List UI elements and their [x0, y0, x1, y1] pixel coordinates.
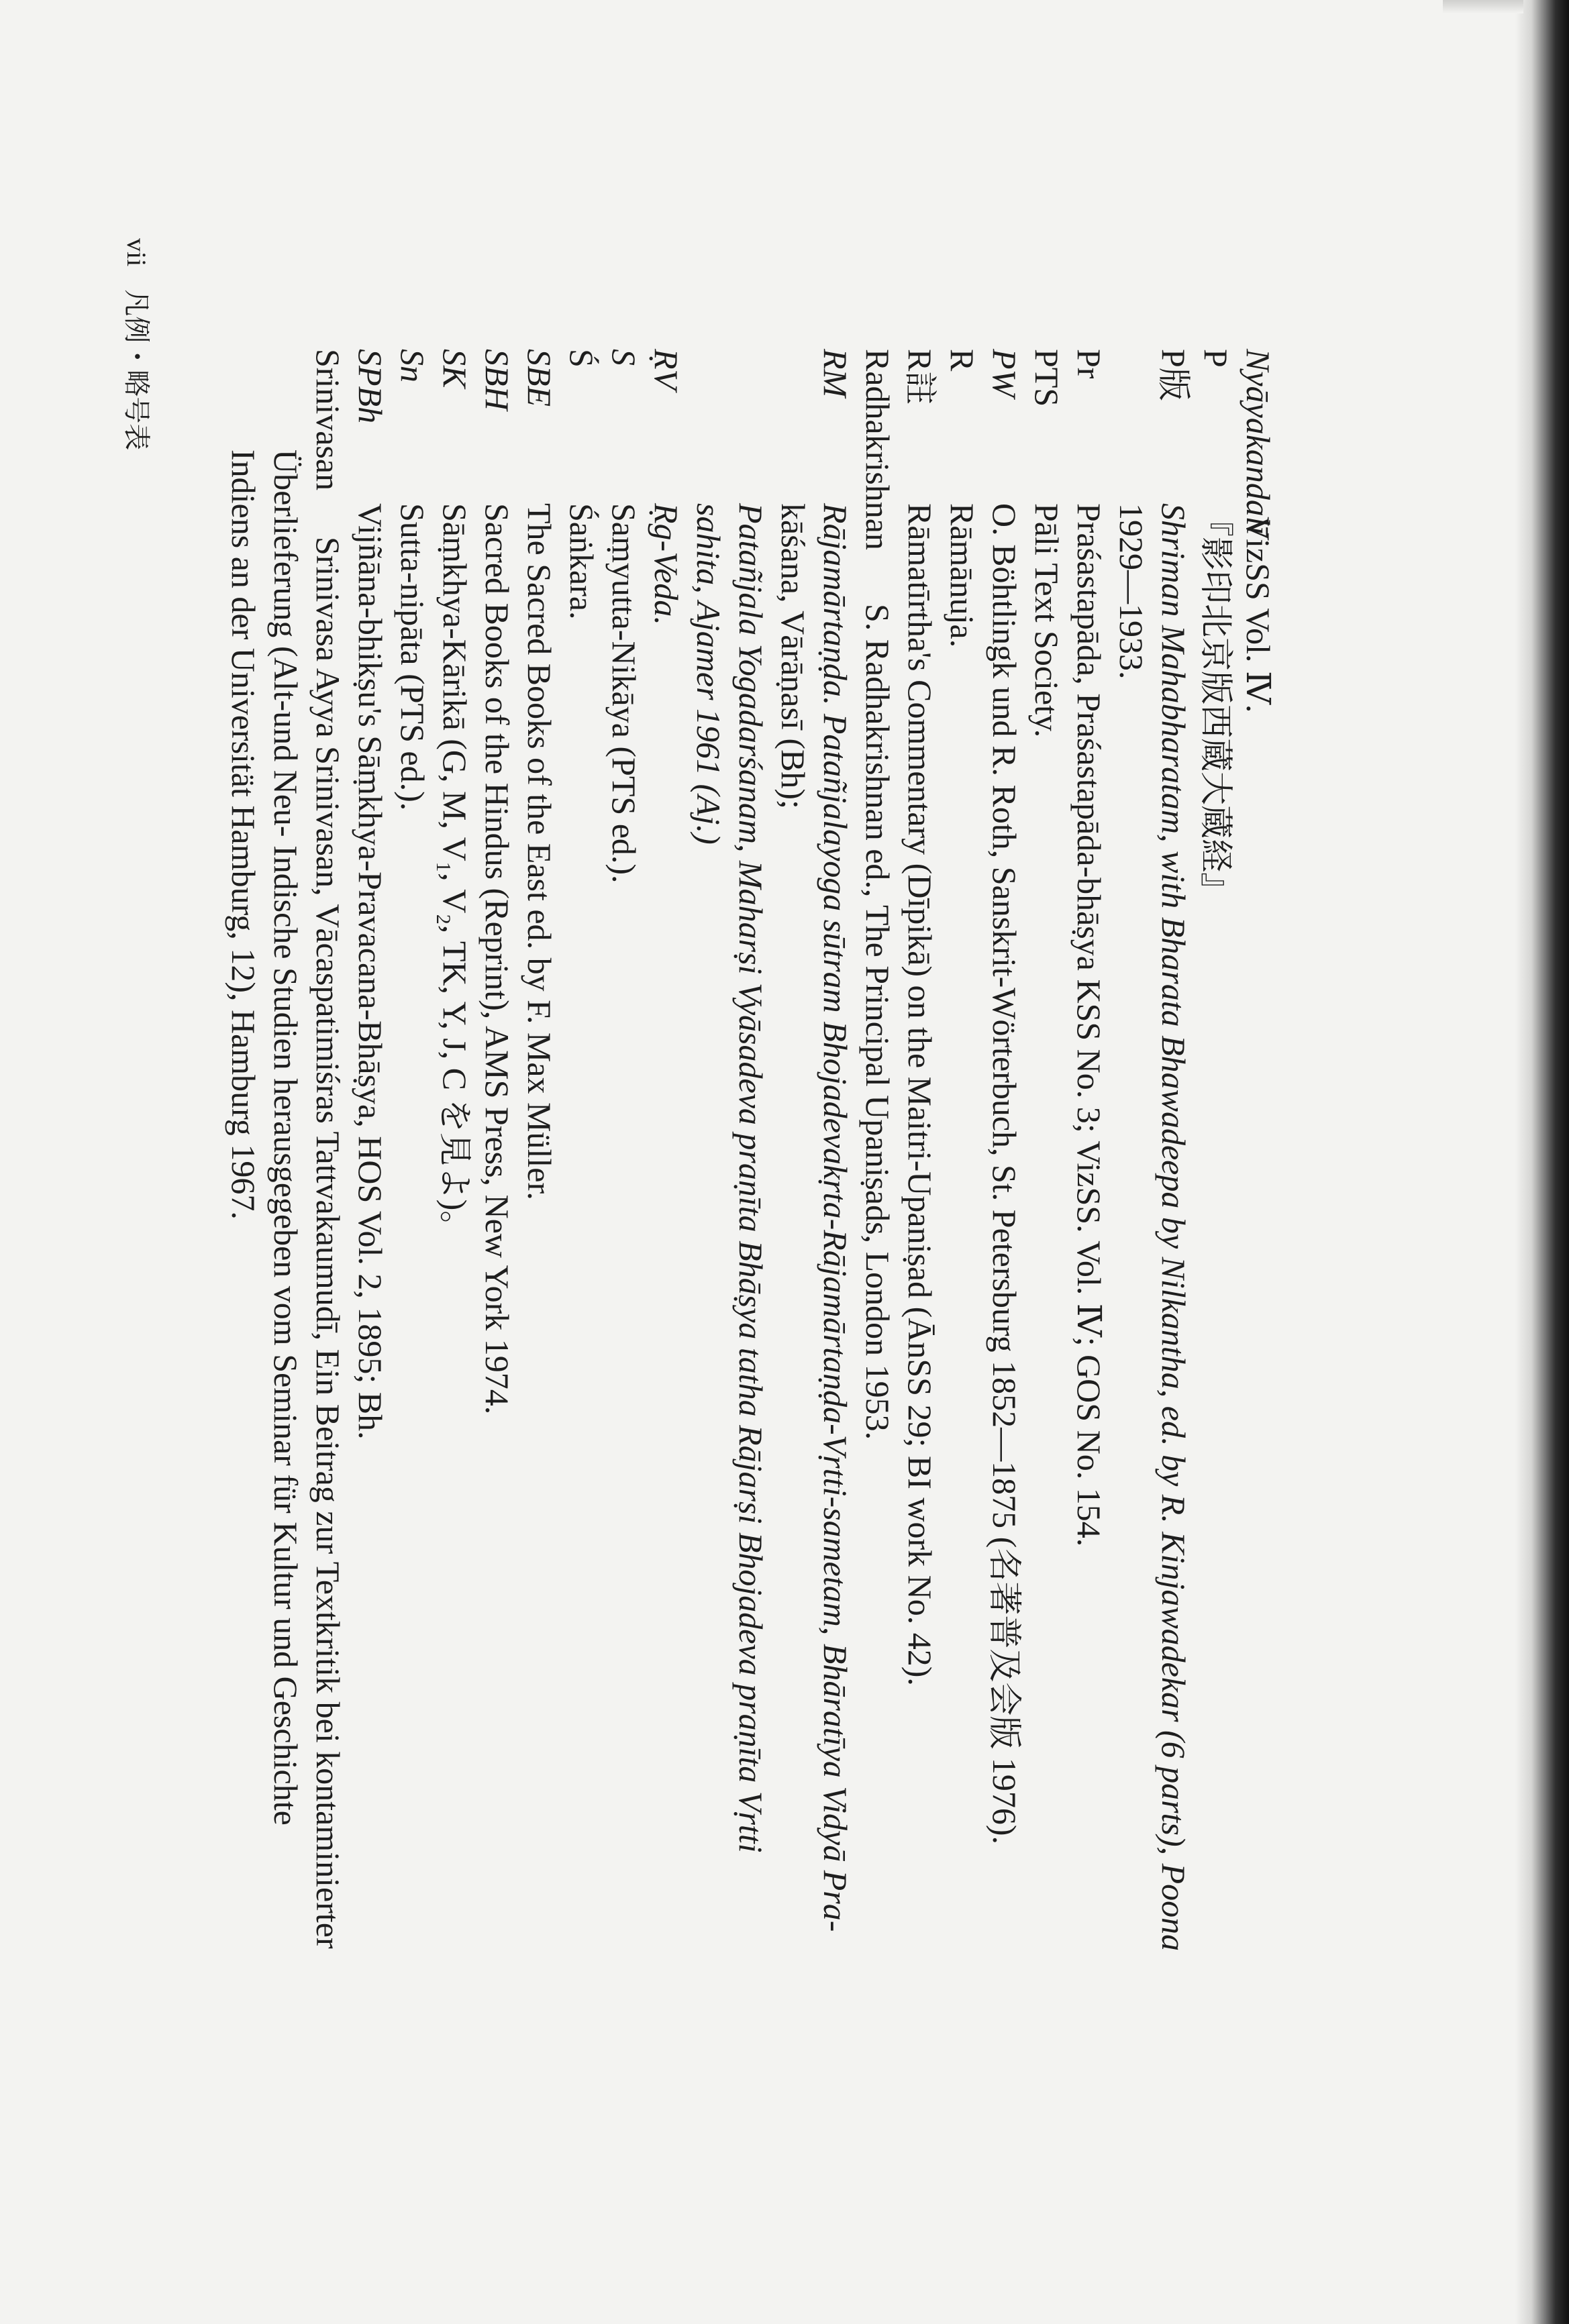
entry-abbr: SK [436, 349, 474, 388]
entry-abbr: SBH [478, 349, 516, 411]
page-number: vii [121, 238, 152, 267]
entry-abbr: RM [817, 349, 854, 398]
entry-desc: Saṃyutta-Nikāya (PTS ed.). [605, 503, 643, 884]
entry-desc: The Sacred Books of the East ed. by F. Max Müller. [521, 503, 558, 1200]
entry-desc: Praśastapāda, Praśastapāda-bhāṣya KSS No. 3; VizSS. Vol. Ⅳ; GOS No. 154. [1070, 503, 1108, 1547]
entry-continuation: 1929—1933. [1113, 503, 1150, 680]
entry-continuation: sahita, Ajamer 1961 (Aj.) [690, 503, 727, 845]
scan-shadow-edge [1515, 0, 1569, 2324]
entry-abbr: SPBh [352, 349, 389, 424]
entry-desc: VizSS Vol. Ⅳ. [1239, 517, 1277, 713]
entry-desc: Srinivasa Ayya Srinivasan, Vācaspatimiśras Tattvakaumudī, Ein Beitrag zur Textkritik bei kontaminierter [309, 537, 347, 1949]
entry-desc: S. Radhakrishnan ed., The Principal Upaniṣads, London 1953. [859, 604, 897, 1440]
entry-abbr: PTS [1028, 349, 1066, 407]
entry-abbr: PW [986, 349, 1023, 398]
entry-desc: Śaṅkara. [563, 503, 601, 620]
entry-abbr: Pr [1070, 349, 1108, 379]
entry-abbr: R [944, 349, 981, 372]
entry-abbr: Radhakrishnan [859, 349, 897, 550]
entry-abbr: R註 [901, 349, 939, 405]
entry-desc: Sacred Books of the Hindus (Reprint), AMS Press, New York 1974. [478, 503, 516, 1415]
entry-continuation: Patañjala Yogadarśanam, Maharṣi Vyāsadeva praṇīta Bhāṣya tatha Rājarṣi Bhojadeva praṇīta Vṛtti [732, 503, 770, 1853]
entry-abbr: Sn [394, 349, 432, 382]
entry-desc: Sāṃkhya-Kārikā (G, M, V₁, V₂, TK, Y, J, C を見よ)。 [436, 503, 474, 1245]
entry-abbr: P版 [1155, 349, 1193, 401]
entry-continuation: kāśana, Vārāṇasī (Bh); [774, 503, 812, 809]
entry-abbr: Nyāyakandalī [1239, 349, 1277, 535]
scan-shadow-top [1443, 0, 1523, 13]
entry-abbr: Ś [563, 349, 601, 368]
entry-desc: Sutta-nipāta (PTS ed.). [394, 503, 432, 811]
entry-desc: O. Böhtlingk und R. Roth, Sanskrit-Wörterbuch, St. Petersburg 1852—1875 (名著普及会版 1976). [986, 503, 1023, 1844]
page-header [104, 238, 158, 641]
entry-abbr: Srinivasan [309, 349, 347, 491]
entry-desc: Shriman Mahabharatam, with Bharata Bhawadeepa by Nilkantha, ed. by R. Kinjawadekar (6 parts), Poona [1155, 503, 1193, 1952]
entry-abbr: S [605, 349, 643, 366]
entry-continuation: Überlieferung (Alt-und Neu- Indische Studien herausgegeben vom Seminar für Kultur und Geschichte [267, 450, 305, 1826]
entry-desc: Rāmānuja. [944, 503, 981, 648]
entry-desc: Ṛg-Veda. [648, 503, 685, 625]
section-title: 凡例・略号表 [121, 289, 152, 451]
entry-abbr: P [1197, 349, 1235, 368]
entry-continuation: Indiens an der Universität Hamburg, 12), Hamburg 1967. [225, 450, 262, 1220]
abbreviation-list [171, 349, 1278, 2294]
entry-abbr: SBE [521, 349, 558, 407]
entry-desc: 『影印北京版西蔵大蔵経』 [1197, 503, 1235, 906]
entry-abbr: ṚV [648, 349, 685, 390]
entry-desc: Vijñāna-bhikṣu's Sāṃkhya-Pravacana-Bhāṣya, HOS Vol. 2, 1895; Bh. [352, 503, 389, 1440]
entry-desc: Pāli Text Society. [1028, 503, 1066, 738]
entry-desc: Rājamārtaṇḍa. Patañjalayoga sūtram Bhojadevakṛta-Rājamārtaṇḍa-Vṛtti-sametam, Bhāratīya Vidyā Pra- [817, 503, 854, 1932]
entry-desc: Rāmatīrtha's Commentary (Dīpikā) on the Maitri-Upaniṣad (ĀnSS 29; BI work No. 42). [901, 503, 939, 1686]
